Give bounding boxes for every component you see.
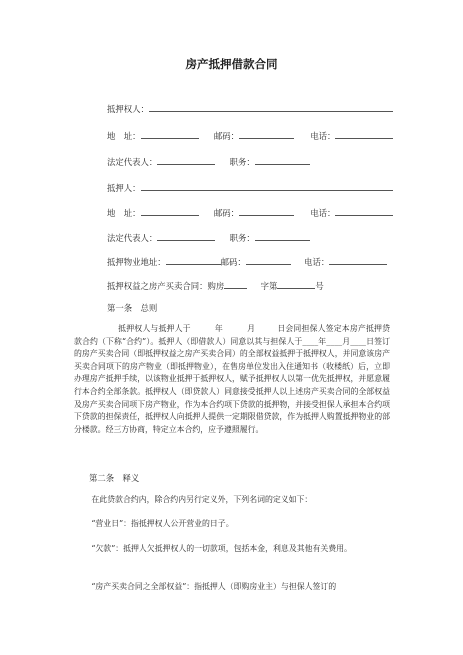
representative-row-2	[107, 232, 310, 244]
definitions-intro: 在此贷款合约内，除合约内另行定义外，下列名词的定义如下：	[91, 495, 313, 504]
article-2-heading: 第二条 释义	[89, 473, 140, 483]
address-label-2: 地 址：	[107, 208, 141, 218]
property-phone-label: 电话：	[304, 257, 330, 267]
address-row-1	[107, 130, 393, 142]
representative-row-1	[107, 156, 310, 168]
contract-reference-row	[107, 280, 324, 292]
mortgagee-label: 抵押权人：	[107, 104, 149, 114]
mortgagee-row	[107, 103, 393, 115]
definition-business-day: “营业日”：指抵押权人公开营业的日子。	[91, 519, 234, 528]
article-1-heading: 第一条 总则	[107, 303, 158, 313]
definition-arrears: “欠款”：抵押人欠抵押权人的一切款项，包括本金，利息及其他有关费用。	[91, 544, 352, 553]
address-row-2	[107, 207, 393, 219]
property-address-row	[107, 256, 387, 268]
mortgagor-row	[107, 182, 393, 194]
representative-label-2: 法定代表人：	[107, 233, 158, 243]
property-address-label: 抵押物业地址：	[107, 257, 166, 267]
mortgagee-blank	[149, 103, 393, 112]
phone-label-1: 电话：	[310, 131, 336, 141]
postcode-label-2: 邮码：	[213, 208, 239, 218]
phone-label-2: 电话：	[310, 208, 336, 218]
contract-reference-mid: 字第	[260, 281, 278, 291]
contract-reference-label: 抵押权益之房产买卖合同：购房	[107, 281, 225, 291]
representative-label-1: 法定代表人：	[107, 157, 158, 167]
contract-title: 房产抵押借款合同	[185, 57, 278, 71]
article-1-body: 抵押权人与抵押人于 年 月 日会同担保人签定本房产抵押贷款合约（下称“合约”）。抵押人（即借款人）同意以其与担保人于____年____月____日签订的房产买卖合同（即抵押权益之房产买卖合同）的全部权益抵押于抵押权人，并同意该房产买卖合同项下的房产物业（即抵押物业），在售房单位发出入住通知书（收楼纸）后，立即办理房产抵押手续，以该物业抵押于抵押权人，赋予抵押权人以第一优先抵押权，并愿意履行本合约全部条款。抵押权人（即贷款人）同意接受抵押人以上述房产买卖合同的全部权益及房产买卖合同项下房产物业，作为本合约项下贷款的抵押物，并接受担保人承担本合约项下贷款的担保责任，抵押权人向抵押人提供一定期限借贷款，作为抵押人购置抵押物业的部分楼款。经三方协商，特定立本合约，应予遵照履行。	[74, 324, 390, 434]
definition-contract-rights: “房产买卖合同之全部权益”：指抵押人（即购房业主）与担保人签订的	[91, 582, 337, 591]
address-label-1: 地 址：	[107, 131, 141, 141]
position-label-1: 职务：	[229, 157, 255, 167]
postcode-label-1: 邮码：	[213, 131, 239, 141]
mortgagor-blank	[141, 182, 393, 191]
contract-reference-end: 号	[315, 281, 324, 291]
mortgagor-label: 抵押人：	[107, 183, 141, 193]
position-label-2: 职务：	[229, 233, 255, 243]
property-postcode-label: 邮码：	[220, 257, 246, 267]
